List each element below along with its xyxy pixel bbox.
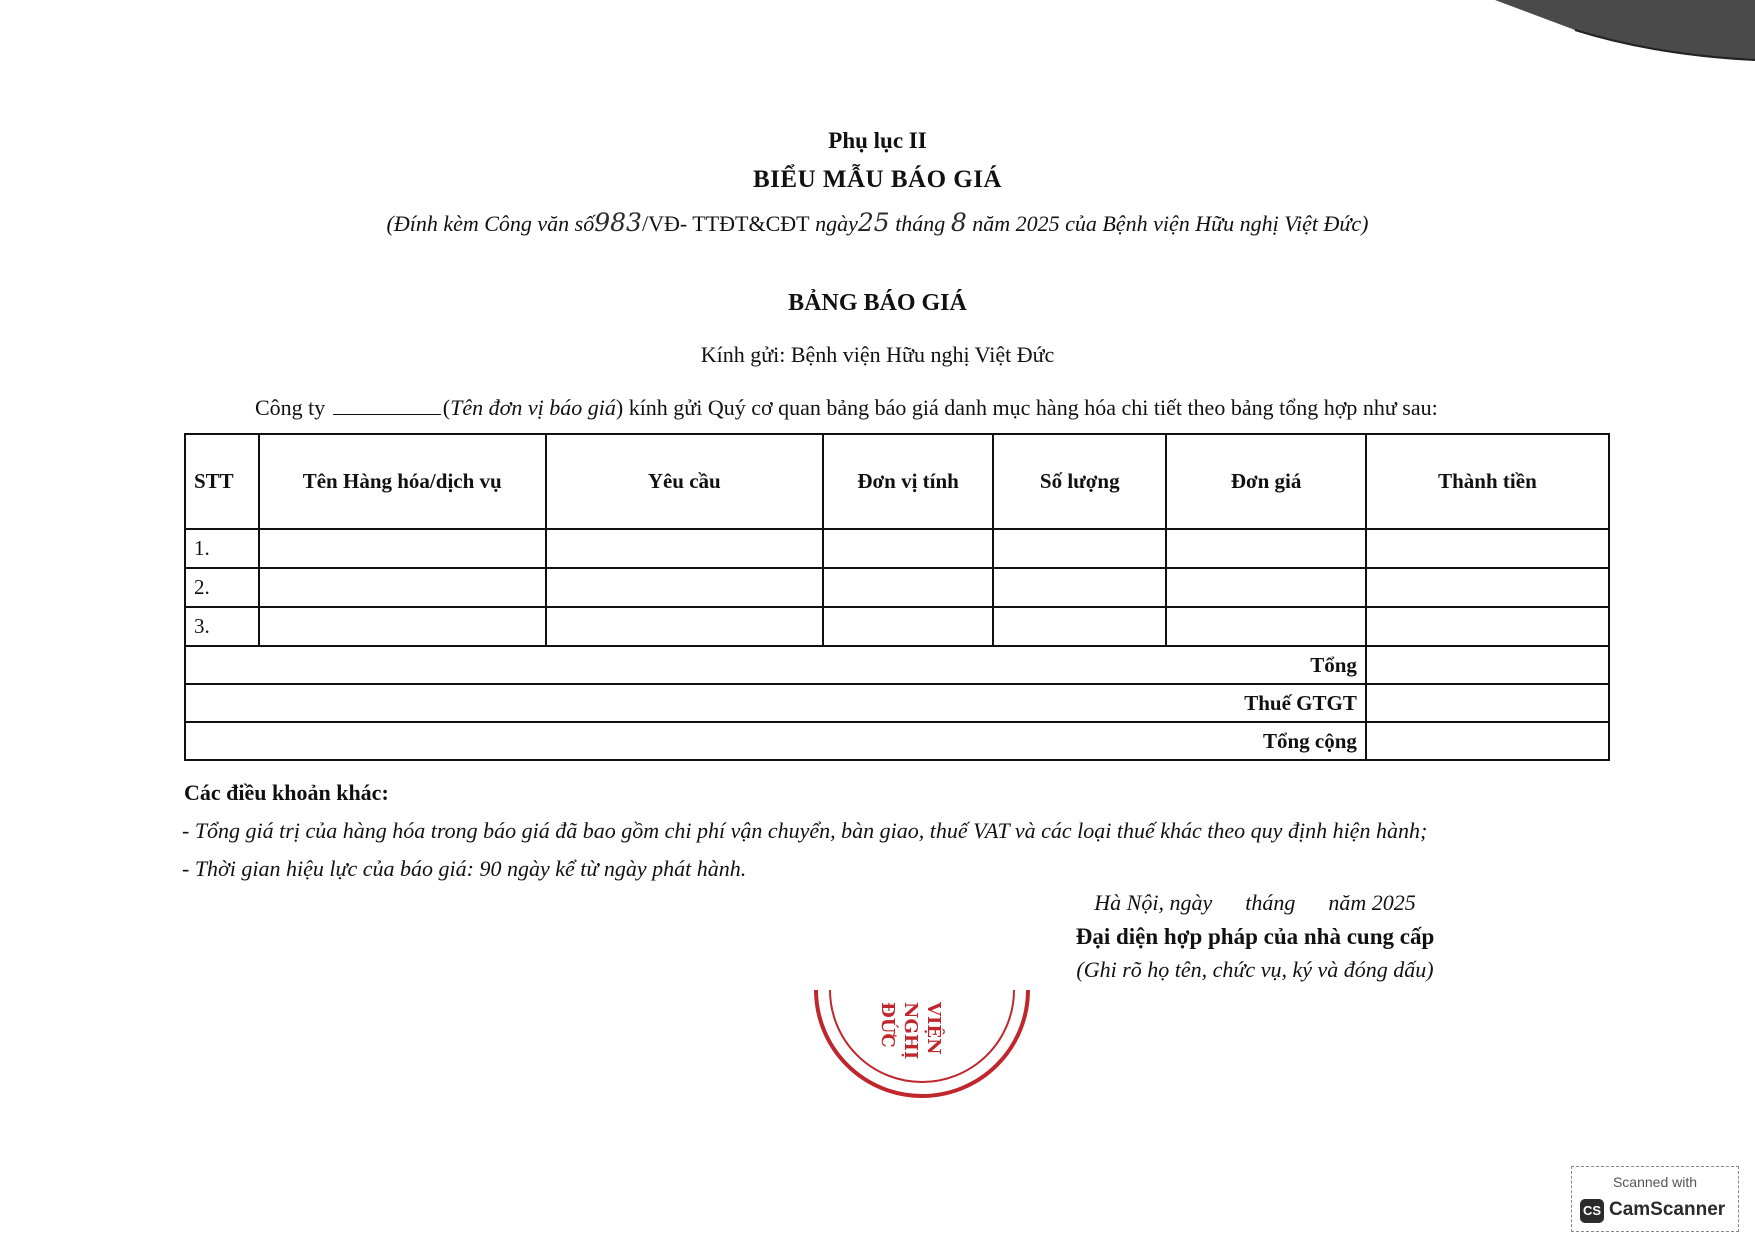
- attach-suffix: năm 2025 của Bệnh viện Hữu nghị Việt Đức): [972, 211, 1369, 236]
- form-title: BIỂU MẪU BÁO GIÁ: [753, 166, 1002, 193]
- attach-day-label: ngày: [815, 211, 858, 236]
- table-row: [185, 607, 1609, 646]
- signature-representative: Đại diện hợp pháp của nhà cung cấp: [1075, 924, 1435, 949]
- table-header-row: [185, 434, 1609, 529]
- table-cell[interactable]: [1366, 529, 1609, 568]
- table-cell[interactable]: [993, 607, 1166, 646]
- subtotal-row: [185, 646, 1609, 684]
- quote-table-title: BẢNG BÁO GIÁ: [788, 290, 967, 316]
- table-cell[interactable]: [259, 568, 546, 607]
- vat-label: Thuế GTGT: [185, 684, 1366, 722]
- attach-unit: /VĐ- TTĐT&CĐT: [641, 211, 810, 236]
- signature-date-line: Hà Nội, ngày tháng năm 2025: [1094, 890, 1416, 915]
- table-cell[interactable]: [259, 529, 546, 568]
- header-quantity: Số lượng: [993, 434, 1166, 529]
- term-item: - Tổng giá trị của hàng hóa trong báo giá đã bao gồm chi phí vận chuyển, bàn giao, thuế VAT và các loại thuế khác theo quy định hiện hành;: [182, 818, 1428, 843]
- company-name-blank[interactable]: [333, 396, 441, 415]
- table-cell[interactable]: [1166, 529, 1366, 568]
- table-cell[interactable]: [823, 529, 993, 568]
- badge-name: CamScanner: [1609, 1199, 1726, 1220]
- table-cell[interactable]: [993, 568, 1166, 607]
- svg-text:NGHỊ: NGHỊ: [900, 1002, 921, 1060]
- table-cell[interactable]: [993, 529, 1166, 568]
- header-item-name: Tên Hàng hóa/dịch vụ: [259, 434, 546, 529]
- intro-company: Công ty: [255, 395, 326, 420]
- header-total: Thành tiền: [1366, 434, 1609, 529]
- vat-value-cell[interactable]: [1366, 684, 1609, 722]
- page-corner-shadow: [1455, 0, 1755, 70]
- header-unit-price: Đơn giá: [1166, 434, 1366, 529]
- intro-paragraph: Công ty (Tên đơn vị báo giá) kính gửi Quý cơ quan bảng báo giá danh mục hàng hóa chi tiết theo bảng tổng hợp như sau:: [255, 395, 1438, 420]
- svg-text:VIỆN: VIỆN: [923, 1002, 944, 1055]
- table-cell[interactable]: [546, 607, 824, 646]
- attach-prefix: (Đính kèm Công văn số: [386, 211, 595, 236]
- header-unit: Đơn vị tính: [823, 434, 993, 529]
- attachment-line: [0, 208, 1755, 237]
- table-row: [185, 568, 1609, 607]
- camscanner-logo-icon: CS: [1580, 1199, 1604, 1223]
- subtotal-value-cell[interactable]: [1366, 646, 1609, 684]
- intro-unit-hint: Tên đơn vị báo giá: [450, 395, 616, 420]
- row-number: 3.: [185, 607, 259, 646]
- handwritten-month: 8: [950, 208, 967, 237]
- term-item: - Thời gian hiệu lực của báo giá: 90 ngày kể từ ngày phát hành.: [182, 856, 747, 881]
- grand-total-label: Tổng cộng: [185, 722, 1366, 760]
- svg-text:ĐỨC: ĐỨC: [877, 1002, 898, 1048]
- table-cell[interactable]: [1166, 568, 1366, 607]
- quotation-table: [184, 433, 1610, 761]
- table-cell[interactable]: [1366, 568, 1609, 607]
- red-seal-stamp: [810, 990, 1035, 1110]
- handwritten-doc-number: 983: [594, 208, 642, 237]
- table-row: [185, 529, 1609, 568]
- terms-heading: Các điều khoản khác:: [184, 780, 389, 805]
- vat-row: [185, 684, 1609, 722]
- table-cell[interactable]: [1366, 607, 1609, 646]
- handwritten-day: 25: [857, 208, 890, 237]
- intro-rest: kính gửi Quý cơ quan bảng báo giá danh mục hàng hóa chi tiết theo bảng tổng hợp như sau:: [628, 395, 1438, 420]
- grand-total-value-cell[interactable]: [1366, 722, 1609, 760]
- row-number: 1.: [185, 529, 259, 568]
- table-cell[interactable]: [1166, 607, 1366, 646]
- table-cell[interactable]: [259, 607, 546, 646]
- camscanner-badge: [1571, 1166, 1739, 1232]
- appendix-title: Phụ lục II: [828, 128, 927, 153]
- table-cell[interactable]: [823, 568, 993, 607]
- table-cell[interactable]: [823, 607, 993, 646]
- subtotal-label: Tổng: [185, 646, 1366, 684]
- table-cell[interactable]: [546, 529, 824, 568]
- signature-note: (Ghi rõ họ tên, chức vụ, ký và đóng dấu): [1076, 957, 1434, 982]
- attach-month-label: tháng: [895, 211, 946, 236]
- header-requirement: Yêu cầu: [546, 434, 824, 529]
- header-stt: STT: [185, 434, 259, 529]
- table-cell[interactable]: [546, 568, 824, 607]
- recipient-line: Kính gửi: Bệnh viện Hữu nghị Việt Đức: [700, 342, 1055, 367]
- badge-top-text: Scanned with: [1612, 1174, 1698, 1190]
- row-number: 2.: [185, 568, 259, 607]
- grand-total-row: [185, 722, 1609, 760]
